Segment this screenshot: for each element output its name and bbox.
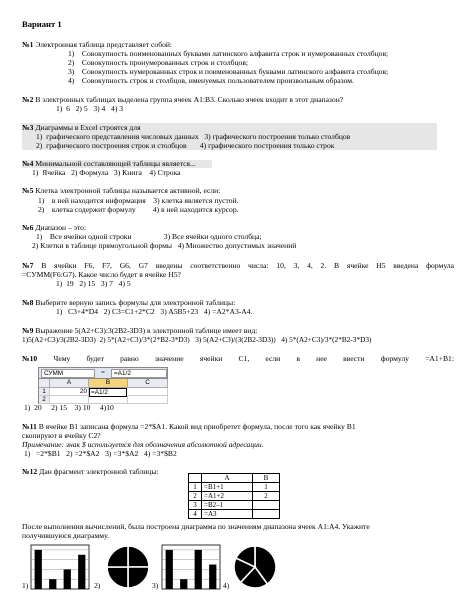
question-8 (22, 299, 235, 307)
cell-c2[interactable] (128, 396, 168, 404)
question-12 (22, 468, 159, 476)
table-row (189, 501, 280, 510)
question-10 (22, 355, 454, 363)
chart-option-label-2: 2) (94, 581, 101, 590)
corner-cell (39, 379, 50, 388)
pie-slice (241, 567, 268, 588)
table-header-row (189, 474, 280, 483)
table-cell: 2 (189, 492, 202, 501)
word: Чему (53, 354, 71, 363)
table-cell: 3 (189, 501, 202, 510)
word: ячейки (199, 354, 223, 363)
word: ячейке (346, 261, 369, 270)
option: 1) Совокупность поименованных буквами латинского алфавита строк и нумерованных столбцов; (68, 49, 389, 58)
question-text: После выполнения вычислений, была построена диаграмма по значениям диапазона ячеек A1:A4. Укажите (22, 522, 370, 531)
question-number: №10 (22, 354, 38, 363)
question-text: =СУММ(F6:G7). Какое число будет в ячейке H5? (22, 270, 181, 279)
bar (166, 550, 173, 589)
question-number: №7 (22, 261, 34, 270)
bar (49, 579, 56, 589)
word: G7 (138, 261, 148, 270)
question-number: №8 (22, 298, 34, 307)
pie-slice (128, 567, 149, 588)
pie-slice (107, 546, 128, 567)
question-text: Клетка электронной таблицы называется активной, если: (35, 186, 221, 195)
word: В (334, 261, 340, 270)
pie-slice (236, 546, 255, 567)
word: в (296, 354, 300, 363)
table-cell (189, 474, 202, 483)
question-text: В электронных таблицах выделена группа ячеек А1:В3. Сколько ячеек входит в этот диапазон? (35, 95, 344, 104)
question-11 (22, 423, 356, 431)
question-text: Электронная таблица представляет собой: (35, 40, 173, 49)
chart-option-label-4: 4) (223, 581, 230, 590)
word: 3, (293, 261, 300, 270)
word: =A1+B1: (425, 354, 454, 363)
option: 2) Совокупность пронумерованных строк и столбцов; (68, 58, 249, 67)
bar (64, 569, 71, 589)
word: введена (393, 261, 419, 270)
word: ввести (343, 354, 365, 363)
table-cell: 2 (253, 492, 280, 501)
pie-slice (234, 558, 255, 582)
table-cell: =A3 (202, 510, 253, 519)
question-text: Диаграммы в Excel строятся для (35, 123, 141, 132)
table-cell: A (202, 474, 253, 483)
word: будет (86, 354, 104, 363)
question-text: Минимальной составляющей таблицы является... (35, 159, 196, 168)
question-number: №9 (22, 326, 34, 335)
question-1 (22, 41, 172, 49)
chart-frame (31, 545, 89, 589)
question-3 (22, 124, 141, 132)
pie-slice (107, 567, 128, 588)
word: 2. (320, 261, 327, 270)
question-4 (22, 160, 196, 168)
formula-bar (39, 368, 167, 379)
variant-title: Вариант 1 (22, 19, 62, 29)
word: 4, (307, 261, 313, 270)
pie-slice (128, 546, 149, 567)
options-line: 2) Клетки в таблице прямоугольной формы 4) Множество допустимых значений (32, 241, 297, 250)
bar (78, 555, 85, 589)
word: C1, (238, 354, 250, 363)
options-line: 1) =2*$B1 2) =2*$A2 3) =3*$A2 4) =3*$B2 (24, 449, 177, 458)
question-6 (22, 224, 86, 232)
row-header-2: 2 (39, 396, 50, 404)
word: 10, (276, 261, 286, 270)
question-text: Диапазон – это: (35, 223, 87, 232)
column-header-b: B (89, 379, 128, 388)
options-line: 1) в ней находится информация 3) клетка является пустой. (38, 196, 239, 205)
row-header-1: 1 (39, 388, 50, 396)
question-number: №4 (22, 159, 34, 168)
word: равно (120, 354, 139, 363)
options-line: 1)5(A2+C3)/3(2B2-3D3) 2) 5*(A2+C3)/3*(2*B2-3*D3) 3) 5(A2+C3)/(3(2B2-3D3)) 4) 5*(A2+C3)/3*(2*B2-3*D3) (22, 335, 372, 344)
question-7 (22, 262, 454, 270)
table-cell: B (253, 474, 280, 483)
options-line: 1) Все ячейки одной строки 3) Все ячейки одного столбца; (36, 232, 262, 241)
word: если (265, 354, 281, 363)
word: соответственно (190, 261, 241, 270)
word: F6, (84, 261, 95, 270)
note: Примечание: знак $ используется для обозначения абсолютной адресации. (22, 440, 264, 449)
equals-icon: = (101, 369, 105, 376)
spreadsheet-fragment-table (188, 473, 280, 519)
options-line: 1) Ячейка 2) Формула 3) Книга 4) Строка (32, 168, 181, 177)
question-number: №6 (22, 223, 34, 232)
table-cell: 1 (189, 483, 202, 492)
table-cell: =B2–1 (202, 501, 253, 510)
cell-b1[interactable]: =A1/2 (89, 388, 127, 397)
question-number: №11 (22, 422, 37, 431)
formula-input[interactable]: =A1/2 (111, 369, 167, 378)
word: числа: (248, 261, 269, 270)
cell-c1[interactable] (128, 388, 168, 396)
pie-slice (255, 546, 276, 584)
question-number: №2 (22, 95, 34, 104)
options-line: 1) 20 2) 15 3) 10 4)10 (24, 403, 114, 412)
word: H5 (376, 261, 386, 270)
table-row (189, 492, 280, 501)
question-2 (22, 96, 343, 104)
chart-frame (162, 545, 220, 589)
question-9 (22, 327, 257, 335)
table-cell: =B1+1 (202, 483, 253, 492)
cell-a1[interactable]: 20 (50, 388, 89, 396)
question-5 (22, 187, 220, 195)
bar (195, 550, 202, 589)
options-line: 1) 6 2) 5 3) 4 4) 3 (56, 104, 124, 113)
table-row (189, 483, 280, 492)
question-text: Дан фрагмент электронной таблицы: (39, 467, 159, 476)
options-line: 1) 19 2) 15 3) 7 4) 5 (56, 279, 131, 288)
word: нее (316, 354, 327, 363)
question-number: №1 (22, 40, 34, 49)
bar (35, 550, 42, 589)
excel-fragment (38, 367, 168, 404)
options-line: 2) графического построения строк и столбцов 4) графического построения только строк (36, 141, 335, 150)
question-number: №3 (22, 123, 34, 132)
table-cell: 1 (253, 483, 280, 492)
table-row (189, 510, 280, 519)
question-number: №12 (22, 467, 38, 476)
question-number: №5 (22, 186, 34, 195)
table-cell (253, 501, 280, 510)
bar (180, 579, 187, 589)
word: G6, (119, 261, 131, 270)
options-line: 1) графического представления числовых данных 3) графического построения только столбцов (36, 132, 351, 141)
name-box[interactable]: СУММ (41, 369, 95, 378)
table-cell (253, 510, 280, 519)
question-text: Выражение 5(A2+C3):3(2B2-3D3) в электронной таблице имеет вид: (35, 326, 258, 335)
chart-option-label-3: 3) (152, 581, 159, 590)
options-line: 2) клетка содержит формулу 4) в ней находится курсор. (38, 205, 239, 214)
word: F7, (102, 261, 112, 270)
word: ячейки (54, 261, 77, 270)
bar (209, 565, 216, 589)
question-text: В ячейке B1 записана формула =2*$A1. Какой вид приобретет формула, после того как ячейку B1 (38, 422, 356, 431)
word: В (41, 261, 47, 270)
table-cell: =A1+2 (202, 492, 253, 501)
column-header-c: C (128, 379, 168, 388)
chart-option-label-1: 1) (22, 581, 29, 590)
word: введены (155, 261, 183, 270)
question-text: Выберите верную запись формулы для электронной таблицы: (35, 298, 236, 307)
option: 3) Совокупность нумерованных строк и поименованных буквами латинского алфавита столбцов; (68, 67, 389, 76)
word: формула (426, 261, 454, 270)
word: формулу (380, 354, 409, 363)
question-text: получившуюся диаграмму. (22, 531, 110, 540)
table-cell: 4 (189, 510, 202, 519)
question-text: скопируют в ячейку C2? (22, 431, 101, 440)
option: 4) Совокупность строк и столбцов, именуемых пользователем произвольным образом. (68, 76, 354, 85)
options-line: 1) C3+4*D4 2) C3=C1+2*C2 3) A5B5+23 4) =A2*A3-A4. (56, 307, 253, 316)
column-header-a: A (50, 379, 89, 388)
word: значение (154, 354, 184, 363)
